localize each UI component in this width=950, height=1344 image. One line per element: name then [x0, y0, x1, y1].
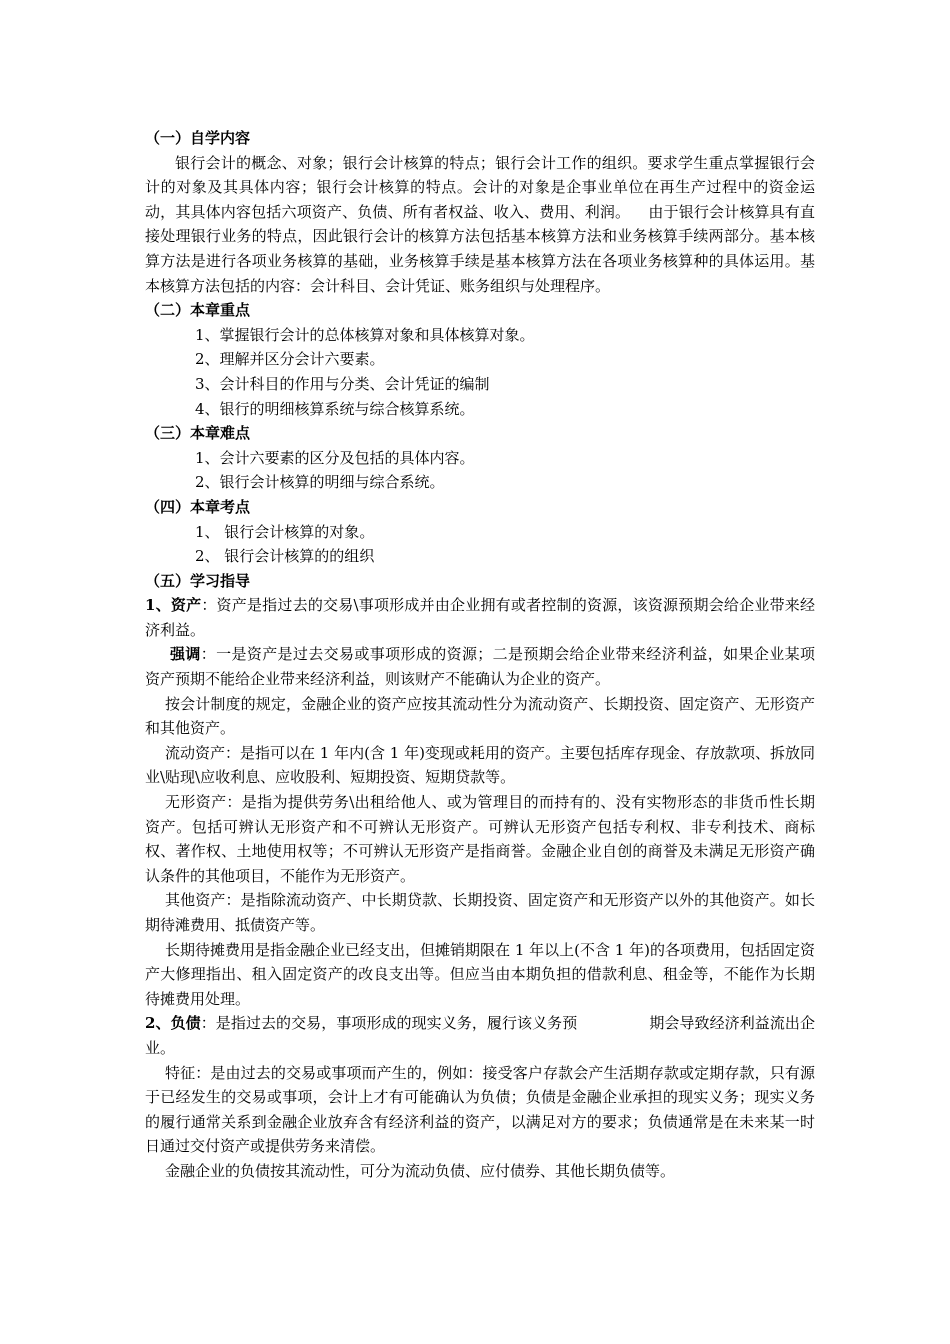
self-study-text-b: 由于银行会计核算具有直接处理银行业务的特点，因此银行会计的核算方法包括基本核算方法和业务核算手续两部分。基本核算方法是进行各项业务核算的基础，业务核算手续是基本核算方法在各项业务核算种的具体运用。基本核算方法包括的内容：会计科目、会计凭证、账务组织与处理程序。 — [145, 202, 815, 295]
asset-definition — [145, 593, 815, 642]
section-heading-study-guide: （五）学习指导 — [145, 571, 251, 590]
liability-features-paragraph: 特征：是由过去的交易或事项而产生的，例如：接受客户存款会产生活期存款或定期存款，只有源于已经发生的交易或事项，会计上才有可能确认为负债；负债是金融企业承担的现实义务；现实义务的履行通常关系到金融企业放弃含有经济利益的资产，以满足对方的要求；负债通常是在未来某一时日通过交付资产或提供劳务来清偿。 — [145, 1063, 815, 1156]
other-assets-paragraph: 其他资产：是指除流动资产、中长期贷款、长期投资、固定资产和无形资产以外的其他资产。如长期待滩费用、抵债资产等。 — [145, 891, 815, 934]
liability-definition-text-b: 期会导致经济利益流出企业。 — [145, 1014, 815, 1057]
exam-point-item: 2、 银行会计核算的的组织 — [195, 547, 375, 566]
asset-term: 1、资产 — [145, 596, 202, 615]
asset-classification-paragraph: 按会计制度的规定，金融企业的资产应按其流动性分为流动资产、长期投资、固定资产、无形资产和其他资产。 — [145, 694, 815, 738]
key-point-item: 1、掌握银行会计的总体核算对象和具体核算对象。 — [195, 325, 535, 344]
difficulty-item: 2、银行会计核算的明细与综合系统。 — [195, 473, 445, 492]
document-page — [145, 126, 815, 1184]
liability-definition — [145, 1011, 815, 1060]
section-heading-difficulties: （三）本章难点 — [145, 424, 251, 443]
section-heading-self-study: （一）自学内容 — [145, 129, 251, 147]
difficulty-item: 1、会计六要素的区分及包括的具体内容。 — [195, 448, 475, 467]
liability-term: 2、负债 — [145, 1014, 201, 1033]
asset-definition-text: ：资产是指过去的交易\事项形成并由企业拥有或者控制的资源，该资源预期会给企业带来经济利益。 — [145, 596, 816, 639]
key-point-item: 2、理解并区分会计六要素。 — [195, 350, 385, 369]
liability-definition-text-a: ：是指过去的交易，事项形成的现实义务，履行该义务预 — [200, 1014, 578, 1033]
key-point-item: 4、银行的明细核算系统与综合核算系统。 — [195, 399, 475, 418]
section-heading-key-points: （二）本章重点 — [145, 301, 251, 320]
emphasis-term: 强调 — [170, 645, 201, 664]
key-point-item: 3、会计科目的作用与分类、会计凭证的编制 — [195, 374, 490, 393]
self-study-text-a: 银行会计的概念、对象；银行会计核算的特点；银行会计工作的组织。要求学生重点掌握银行会计的对象及其具体内容；银行会计核算的特点。会计的对象是企事业单位在再生产过程中的资金运动，其具体内容包括六项资产、负债、所有者权益、收入、费用、利润。 — [145, 153, 815, 221]
emphasis-paragraph — [145, 642, 815, 691]
emphasis-text: ：一是资产是过去交易或事项形成的资源；二是预期会给企业带来经济利益，如果企业某项资产预期不能给企业带来经济利益，则该财产不能确认为企业的资产。 — [145, 645, 815, 689]
self-study-paragraph — [145, 151, 815, 299]
deferred-expenses-paragraph: 长期待摊费用是指金融企业已经支出，但摊销期限在 1 年以上(不含 1 年)的各项费用，包括固定资产大修理指出、租入固定资产的改良支出等。但应当由本期负担的借款利息、租金等，不能作为长期待摊费用处理。 — [145, 940, 815, 1008]
section-heading-exam-points: （四）本章考点 — [145, 497, 251, 516]
current-assets-paragraph: 流动资产：是指可以在 1 年内(含 1 年)变现或耗用的资产。主要包括库存现金、存放款项、拆放同业\贴现\应收利息、应收股利、短期投资、短期贷款等。 — [145, 743, 815, 787]
exam-point-item: 1、 银行会计核算的对象。 — [195, 522, 375, 541]
intangible-assets-paragraph: 无形资产：是指为提供劳务\出租给他人、或为管理目的而持有的、没有实物形态的非货币性长期资产。包括可辨认无形资产和不可辨认无形资产。可辨认无形资产包括专利权、非专利技术、商标权、著作权、土地使用权等；不可辨认无形资产是指商誉。金融企业自创的商誉及未满足无形资产确认条件的其他项目，不能作为无形资产。 — [145, 793, 815, 885]
liability-classification-paragraph: 金融企业的负债按其流动性，可分为流动负债、应付债券、其他长期负债等。 — [165, 1161, 676, 1180]
